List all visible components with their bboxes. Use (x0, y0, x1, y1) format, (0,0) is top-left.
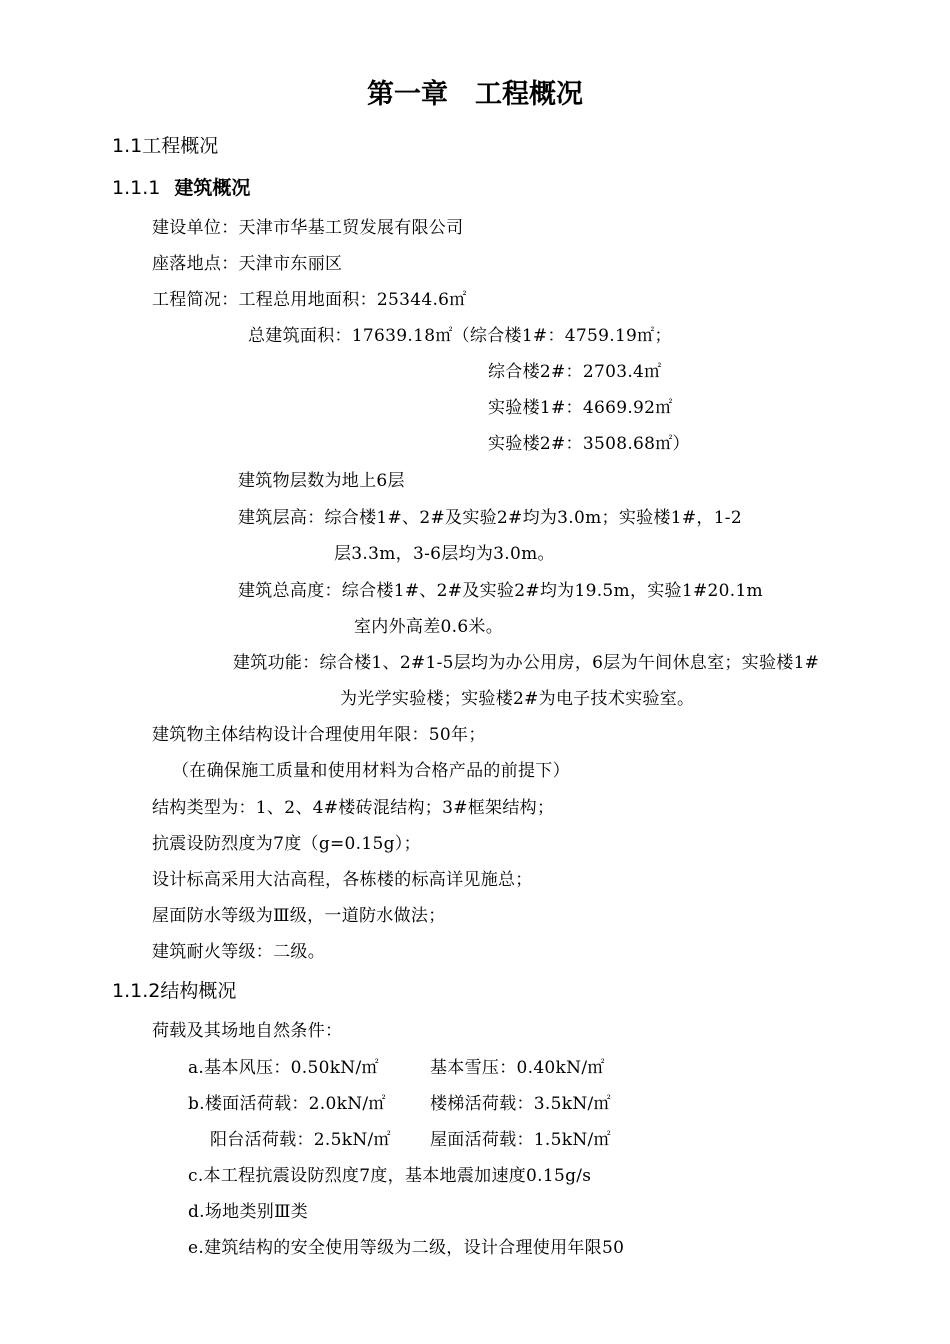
section-title: 建筑概况 (174, 177, 251, 199)
roof-live-load: 屋面活荷载：1.5kN/㎡ (430, 1130, 611, 1150)
seismic-intensity-line: c.本工程抗震设防烈度7度，基本地震加速度0.15g/s (188, 1166, 592, 1186)
section-heading-1-1-1 (112, 176, 250, 200)
function-line-1: 建筑功能：综合楼1、2#1-5层均为办公用房，6层为午间休息室；实验楼1# (233, 653, 820, 673)
fire-rating-line: 建筑耐火等级：二级。 (152, 942, 325, 962)
service-life-line: 建筑物主体结构设计合理使用年限：50年； (152, 725, 486, 745)
stair-live-load: 楼梯活荷载：3.5kN/㎡ (430, 1094, 611, 1114)
owner-line: 建设单位：天津市华基工贸发展有限公司 (152, 218, 464, 238)
section-number: 1.1.1 (112, 177, 161, 199)
service-note-line: （在确保施工质量和使用材料为合格产品的前提下） (172, 761, 570, 781)
site-class-line: d.场地类别Ⅲ类 (188, 1202, 309, 1222)
floor-height-line-2: 层3.3m，3-6层均为3.0m。 (334, 544, 555, 564)
building-2-area-line: 综合楼2#：2703.4㎡ (488, 362, 662, 382)
overview-line: 工程简况：工程总用地面积：25344.6㎡ (152, 290, 467, 310)
lab-1-area-line: 实验楼1#：4669.92㎡ (488, 398, 673, 418)
function-line-2: 为光学实验楼；实验楼2#为电子技术实验室。 (340, 689, 695, 709)
floors-line: 建筑物层数为地上6层 (238, 471, 405, 491)
waterproof-line: 屋面防水等级为Ⅲ级，一道防水做法； (152, 906, 446, 926)
section-heading-1-1: 1.1工程概况 (112, 135, 219, 157)
floor-height-line-1: 建筑层高：综合楼1#、2#及实验2#均为3.0m；实验楼1#，1-2 (238, 508, 742, 528)
location-line: 座落地点：天津市东丽区 (152, 254, 343, 274)
balcony-live-load: 阳台活荷载：2.5kN/㎡ (210, 1130, 391, 1150)
section-heading-1-1-2: 1.1.2结构概况 (112, 980, 237, 1002)
safety-grade-line: e.建筑结构的安全使用等级为二级，设计合理使用年限50 (188, 1238, 625, 1258)
floor-live-load: b.楼面活荷载：2.0kN/㎡ (188, 1094, 386, 1114)
total-height-line-1: 建筑总高度：综合楼1#、2#及实验2#均为19.5m，实验1#20.1m (238, 581, 763, 601)
lab-2-area-line: 实验楼2#：3508.68㎡） (488, 434, 690, 454)
total-height-line-2: 室内外高差0.6米。 (354, 617, 504, 637)
chapter-title: 第一章 工程概况 (367, 79, 583, 110)
wind-pressure: a.基本风压：0.50kN/㎡ (188, 1058, 379, 1078)
total-area-line: 总建筑面积：17639.18㎡（综合楼1#：4759.19㎡； (248, 326, 672, 346)
snow-pressure: 基本雪压：0.40kN/㎡ (430, 1058, 605, 1078)
loads-intro-line: 荷载及其场地自然条件： (152, 1021, 343, 1041)
structure-type-line: 结构类型为：1、2、4#楼砖混结构；3#框架结构； (152, 798, 555, 818)
seismic-line: 抗震设防烈度为7度（g=0.15g）； (152, 834, 421, 854)
elevation-line: 设计标高采用大沽高程，各栋楼的标高详见施总； (152, 870, 533, 890)
